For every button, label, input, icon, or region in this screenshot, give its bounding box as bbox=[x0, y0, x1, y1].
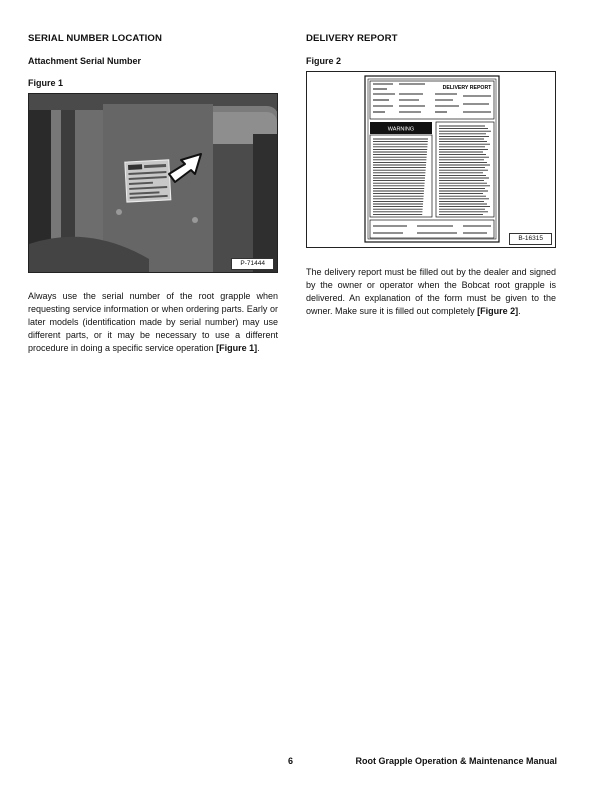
section-heading-delivery-report: DELIVERY REPORT bbox=[306, 33, 398, 44]
figure-2-reference: [Figure 2] bbox=[477, 306, 519, 316]
delivery-report-paragraph-text: The delivery report must be filled out by the dealer and signed by the owner or operator when the Bobcat root grapple is delivered. An explanation of the form must be given to the owner. Make sure it is filled out completely bbox=[306, 267, 556, 316]
form-warning-text: WARNING bbox=[387, 126, 415, 133]
delivery-report-paragraph bbox=[306, 266, 556, 318]
figure-2-number: B-16315 bbox=[509, 233, 552, 245]
subheading-attachment-serial: Attachment Serial Number bbox=[28, 56, 142, 66]
figure-2-label: Figure 2 bbox=[306, 56, 342, 66]
delivery-report-form-illustration bbox=[307, 72, 556, 248]
figure-1-photo bbox=[28, 93, 278, 273]
serial-number-paragraph-text: Always use the serial number of the root grapple when requesting service information or when ordering parts. Early or later models (identification made by serial number) may use different parts, or it may be necessary to use a different procedure in doing a specific service operation bbox=[28, 291, 278, 353]
serial-number-paragraph bbox=[28, 290, 278, 355]
serial-plate-photo-image bbox=[29, 94, 278, 273]
section-heading-serial-number: SERIAL NUMBER LOCATION bbox=[28, 33, 163, 44]
delivery-report-paragraph-end: . bbox=[518, 306, 521, 316]
manual-title: Root Grapple Operation & Maintenance Manual bbox=[355, 756, 557, 766]
figure-1-number: P-71444 bbox=[231, 258, 274, 270]
right-column bbox=[306, 33, 556, 318]
form-title-text: DELIVERY REPORT bbox=[442, 85, 492, 91]
figure-1-reference: [Figure 1] bbox=[216, 343, 258, 353]
page-number: 6 bbox=[288, 756, 294, 766]
figure-1-label: Figure 1 bbox=[28, 78, 64, 88]
left-column bbox=[28, 33, 278, 355]
serial-number-paragraph-end: . bbox=[257, 343, 260, 353]
figure-2-form bbox=[306, 71, 556, 248]
